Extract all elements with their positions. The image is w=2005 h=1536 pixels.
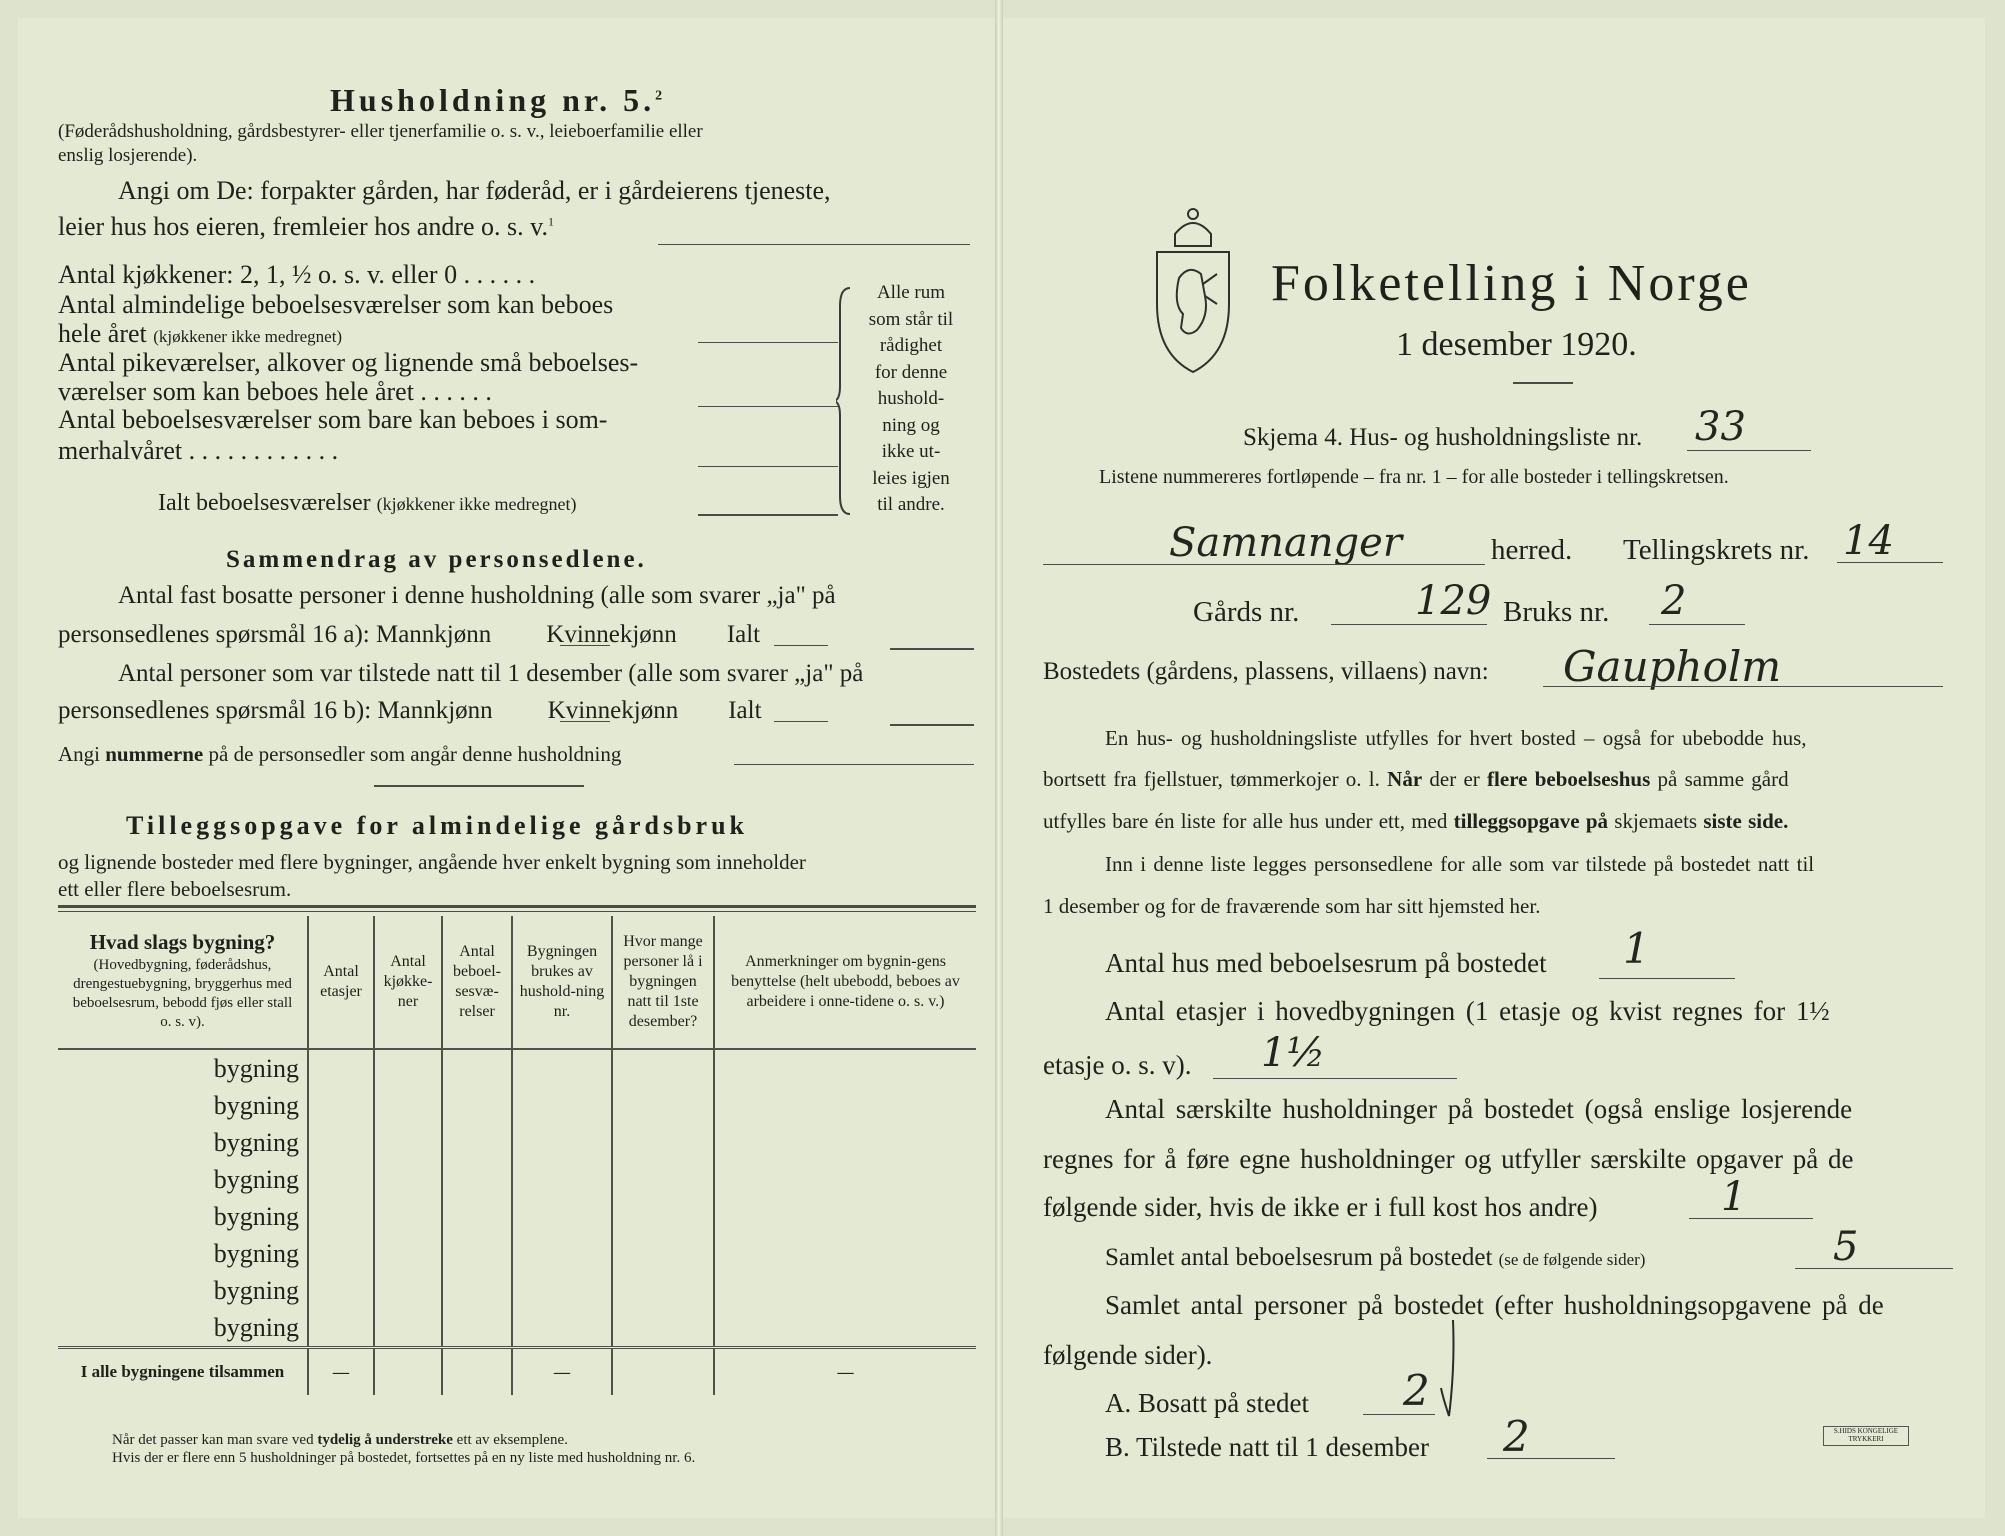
household-heading: Husholdning nr. 5.$^2$ [330,82,667,118]
present-label: B. Tilstede natt til 1 desember [1105,1432,1429,1462]
floors-label-1: Antal etasjer i hovedbygningen (1 etasje og kvist regnes for 1½ [1105,996,1830,1026]
summer-rooms-label-1: Antal beboelsesværelser som bare kan beboes i som- [58,405,608,434]
col-rooms: Antal beboel-sesvæ-relser [442,916,512,1049]
table-row: bygning [58,1198,976,1235]
table-row: bygning [58,1087,976,1124]
present-value: 2 [1503,1412,1530,1461]
kitchens-label: Antal kjøkkener: 2, 1, ½ o. s. v. eller 0 . . . . . . [58,260,536,289]
district-label: Tellingskrets nr. [1623,534,1810,566]
farm-no-value: 129 [1415,578,1492,624]
page-fold [995,0,1003,1536]
residence-name-label: Bostedets (gårdens, plassens, villaens) navn: [1043,658,1489,685]
herred-value: Samnanger [1169,520,1402,566]
supplement-title: Tilleggsopgave for almindelige gårdsbruk [126,811,749,840]
rooms-label-2: hele året (kjøkkener ikke medregnet) [58,319,343,348]
col-floors: Antal etasjer [308,916,374,1049]
col-remarks: Anmerkninger om bygnin-gens benyttelse (helt ubebodd, beboes av arbeidere i onne-tidene o. s. v.) [714,916,976,1049]
numbering-note: Listene nummereres fortløpende – fra nr. 1 – for alle bosteder i tellingskretsen. [1099,466,1729,488]
farm-no-label: Gårds nr. [1193,596,1300,628]
angi-line-1: Angi om De: forpakter gården, har føderåd, er i gårdeierens tjeneste, [118,176,831,205]
supplement-line-2: ett eller flere beboelsesrum. [58,877,292,901]
table-row: bygning [58,1235,976,1272]
table-row: bygning [58,1161,976,1198]
table-total-row: I alle bygningene tilsammen — — — [58,1348,976,1396]
left-page [18,18,995,1518]
persons-label-2: følgende sider). [1043,1340,1213,1370]
brace-icon [836,286,856,516]
coat-of-arms-icon [1153,204,1233,376]
holding-no-value: 2 [1661,578,1687,624]
supplement-line-1: og lignende bosteder med flere bygninger, angående hver enkelt bygning som inneholder [58,850,806,874]
households-label-3: følgende sider, hvis de ikke er i full kost hos andre) [1043,1192,1598,1222]
resident-value: 2 [1403,1366,1430,1415]
maids-rooms-label-1: Antal pikeværelser, alkover og lignende små beboelses- [58,348,639,377]
rooms-label-1: Antal almindelige beboelsesværelser som kan beboes [58,290,614,319]
instructions-line-2: bortsett fra fjellstuer, tømmerkojer o. l. Når der er flere beboelseshus på samme gård [1043,767,1789,791]
instructions-line-4: Inn i denne liste legges personsedlene for alle som var tilstede på bostedet natt til [1105,852,1815,876]
pencil-mark-icon [1435,1318,1465,1422]
instructions-line-5: 1 desember og for de fraværende som har sitt hjemsted her. [1043,894,1541,918]
col-building-type: Hvad slags bygning? (Hovedbygning, føderådshus, drengestuebygning, bryggerhus med beboelsesrum, bebodd fjøs eller stall o. s. v). [58,916,308,1049]
floors-label-2: etasje o. s. v). [1043,1050,1192,1080]
census-title: Folketelling i Norge [1271,255,1752,312]
col-kitchens: Antal kjøkke-ner [374,916,442,1049]
households-label-1: Antal særskilte husholdninger på bostedet (også enslige losjerende [1105,1094,1853,1124]
resident-line-1: Antal fast bosatte personer i denne husholdning (alle som svarer „ja" på [118,582,836,609]
holding-no-label: Bruks nr. [1503,596,1610,628]
schema-label: Skjema 4. Hus- og husholdningsliste nr. [1243,424,1643,451]
houses-label: Antal hus med beboelsesrum på bostedet [1105,948,1547,978]
col-household-no: Bygningen brukes av hushold-ning nr. [512,916,612,1049]
census-date: 1 desember 1920. [1396,326,1637,363]
floors-value: 1½ [1261,1030,1326,1076]
district-value: 14 [1843,518,1894,564]
total-rooms-label: Ialt beboelsesværelser (kjøkkener ikke medregnet) [158,490,577,516]
col-persons: Hvor mange personer lå i bygningen natt til 1ste desember? [612,916,714,1049]
table-row: bygning [58,1309,976,1348]
household-intro-2: enslig losjerende). [58,145,198,166]
houses-value: 1 [1623,924,1650,973]
instructions-line-3: utfylles bare én liste for alle hus under ett, med tilleggsopgave på skjemaets siste side. [1043,809,1789,833]
maids-rooms-label-2: værelser som kan beboes hele året . . . . . . [58,377,492,406]
households-label-2: regnes for å føre egne husholdninger og utfyller særskilte opgaver på de [1043,1144,1854,1174]
persons-label-1: Samlet antal personer på bostedet (efter husholdningsopgavene på de [1105,1290,1884,1320]
footnote-1: Når det passer kan man svare ved tydelig å understreke ett av eksemplene. [112,1432,568,1448]
resident-line-2: personsedlenes spørsmål 16 a): Mannkjønn Kvinnekjønn Ialt [58,621,761,648]
total-rooms-bosted-label: Samlet antal beboelsesrum på bostedet (se de følgende sider) [1105,1244,1646,1271]
households-value: 1 [1721,1174,1747,1220]
summer-rooms-label-2: merhalvåret . . . . . . . . . . . . [58,436,339,465]
total-rooms-bosted-value: 5 [1833,1224,1859,1270]
herred-label: herred. [1491,534,1573,566]
household-intro: (Føderådshusholdning, gårdsbestyrer- eller tjenerfamilie o. s. v., leieboerfamilie eller [58,121,703,142]
schema-number: 33 [1695,404,1746,450]
present-line-2: personsedlenes spørsmål 16 b): Mannkjønn Kvinnekjønn Ialt [58,697,762,724]
summary-title: Sammendrag av personsedlene. [226,546,647,573]
buildings-table [58,916,976,1395]
right-page [1003,18,1985,1518]
resident-label: A. Bosatt på stedet [1105,1388,1309,1418]
numbers-line: Angi nummerne på de personsedler som angår denne husholdning [58,742,622,766]
table-row: bygning [58,1049,976,1087]
side-note: Alle rum som står til rådighet for denne hushold- ning og ikke ut- leies igjen til andre. [868,282,954,515]
printer-stamp: S.HIDS KONGELIGE TRYKKERI [1823,1426,1909,1446]
footnote-2: Hvis der er flere enn 5 husholdninger på bostedet, fortsettes på en ny liste med husholdning nr. 6. [112,1450,696,1466]
residence-name-value: Gaupholm [1563,642,1782,691]
table-row: bygning [58,1124,976,1161]
instructions-line-1: En hus- og husholdningsliste utfylles for hvert bosted – også for ubebodde hus, [1105,726,1807,750]
present-line-1: Antal personer som var tilstede natt til 1 desember (alle som svarer „ja" på [118,660,864,687]
angi-line-2: leier hus hos eieren, fremleier hos andre o. s. v.$^1$ [58,212,554,241]
table-row: bygning [58,1272,976,1309]
